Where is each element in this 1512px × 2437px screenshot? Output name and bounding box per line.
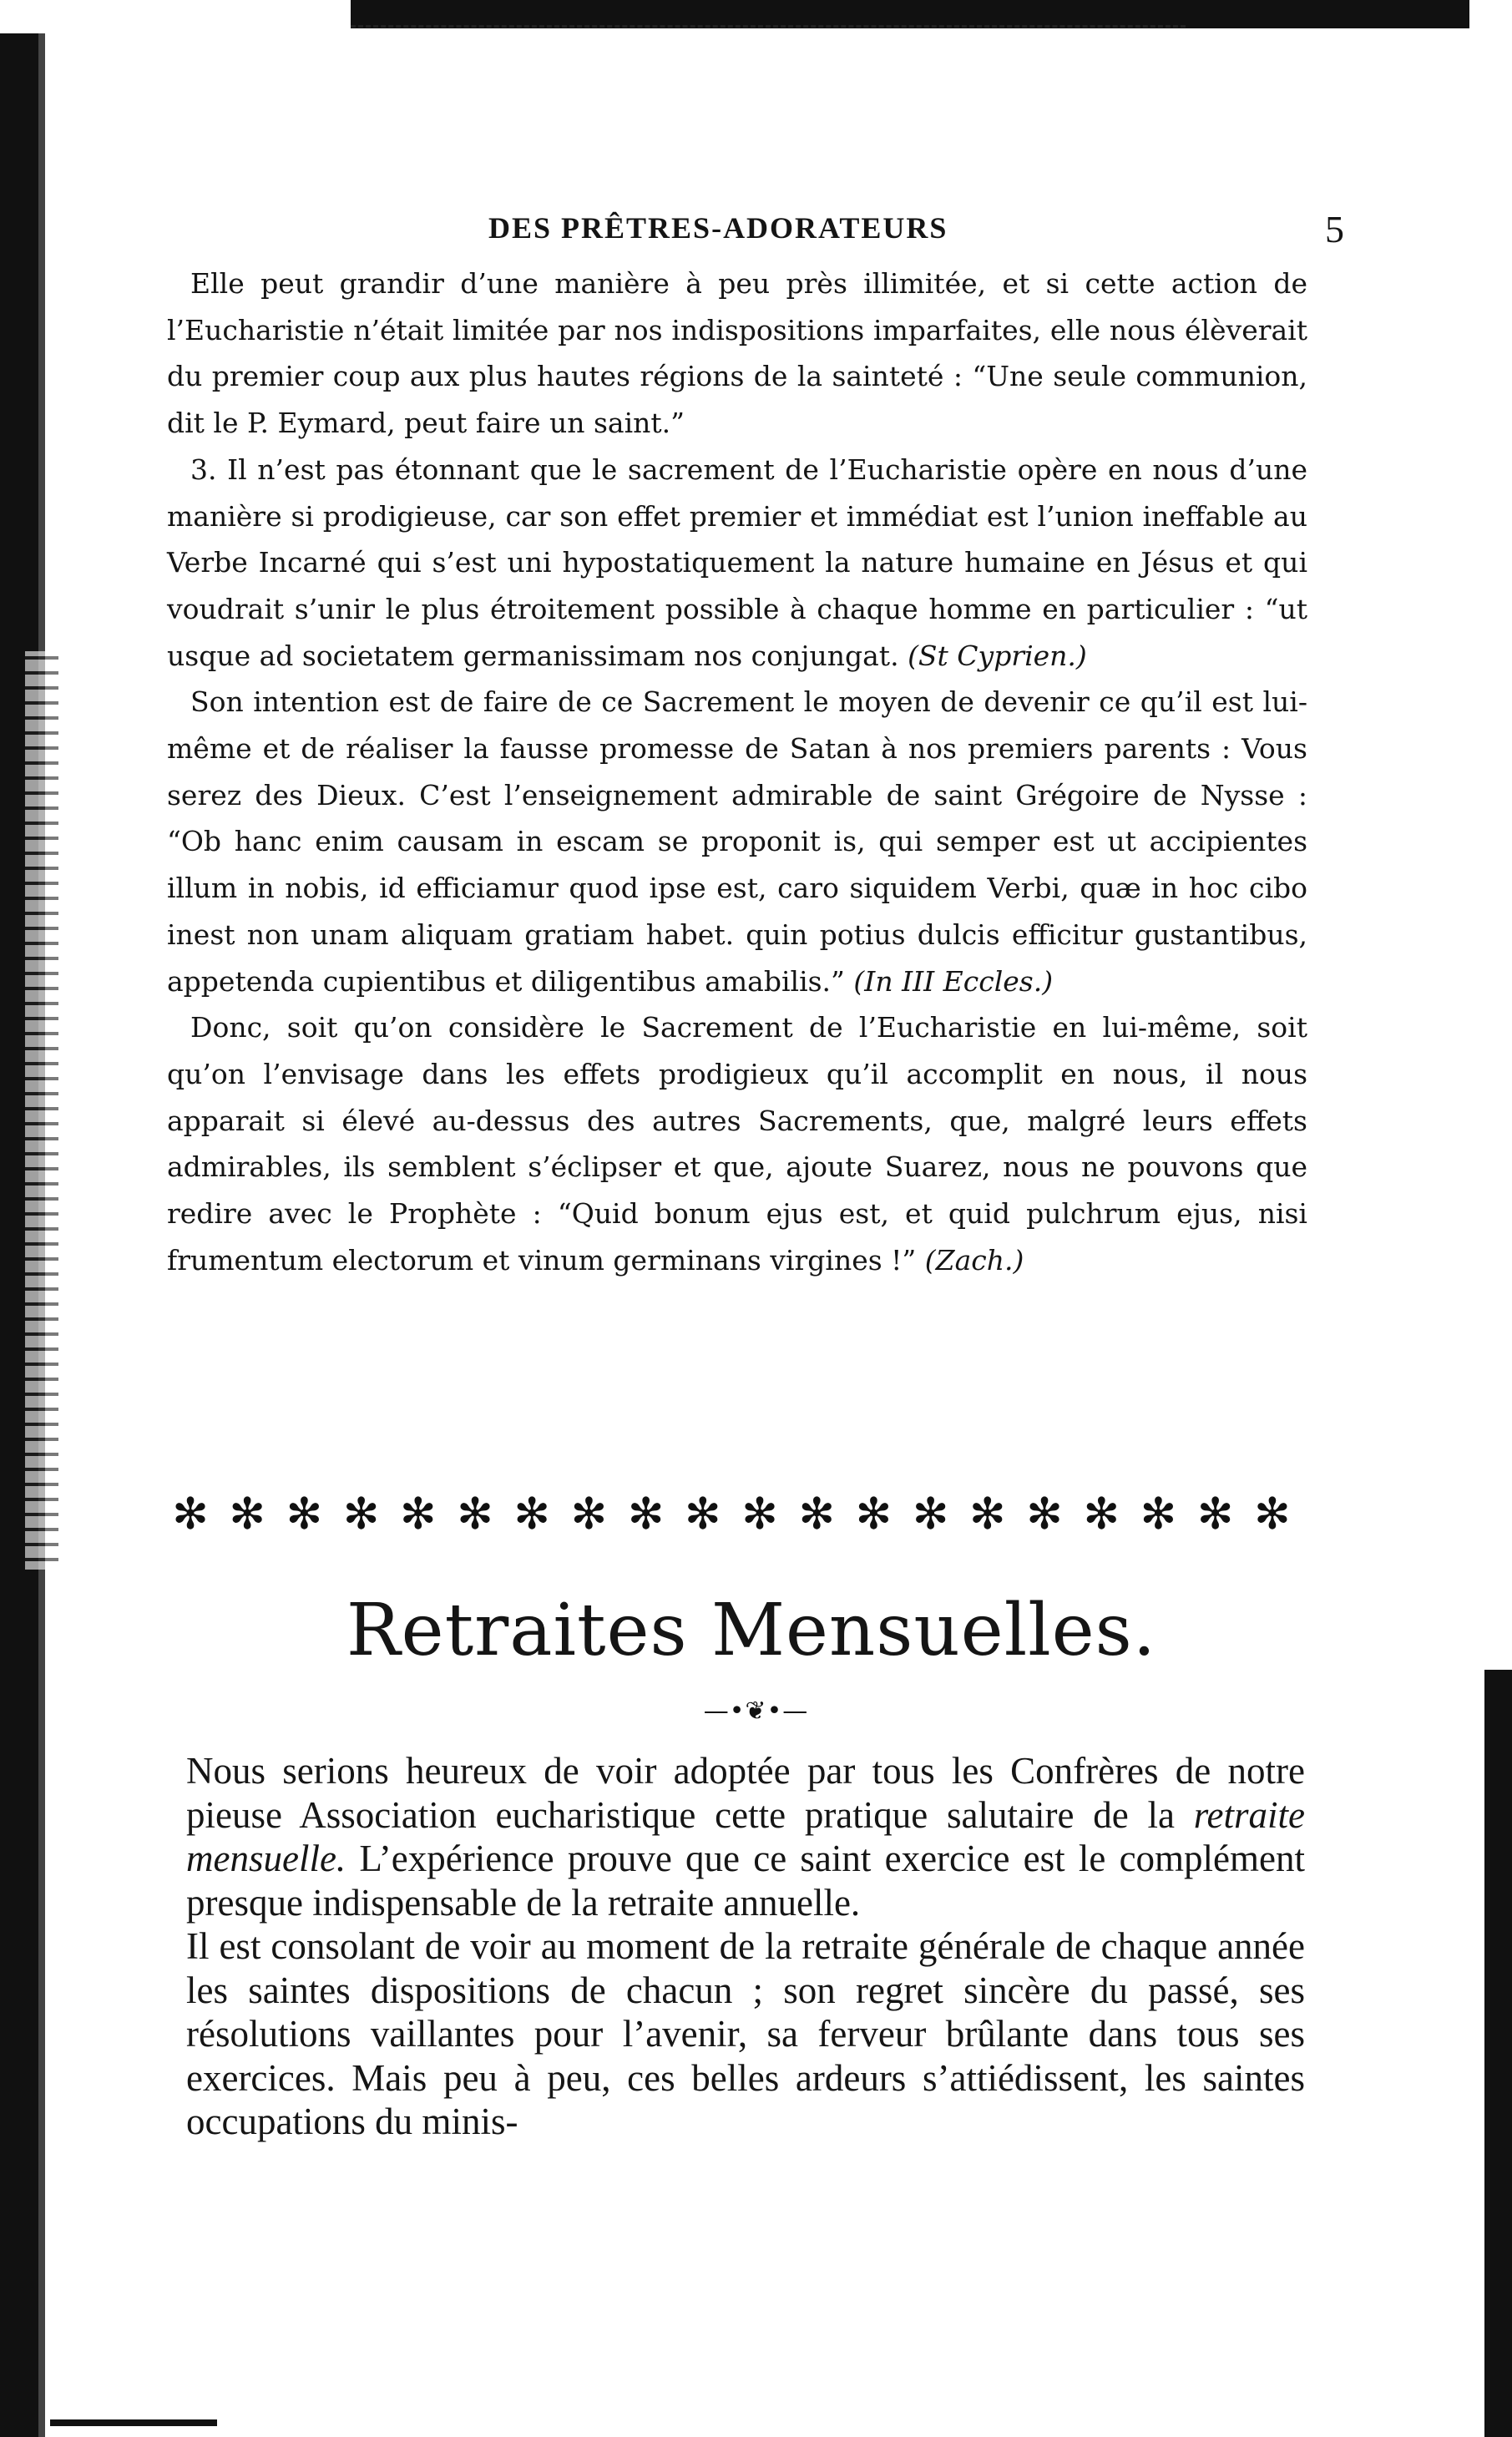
running-title: DES PRÊTRES-ADORATEURS — [488, 211, 948, 245]
retraites-paragraph-2-text: Il est consolant de voir au moment de la retraite générale de chaque année les saintes dispositions de chacun ; son regret sincère du passé, ses résolutions vaillantes pour l’avenir, sa ferveur brûlante dans tous ses exercices. Mais peu à peu, ces belles ardeurs s’attiédissent, les saintes occupations du minis- — [186, 1925, 1305, 2142]
ornament-divider — [164, 1491, 1299, 1538]
ornament-glyph: ✻ — [400, 1489, 437, 1540]
retraite-mensuelle-emphasis: retraite mensuelle. — [186, 1793, 1305, 1879]
ornament-glyph: ✻ — [969, 1489, 1006, 1540]
scan-artifact-streak — [25, 651, 58, 1570]
body-text — [167, 260, 1307, 1283]
ornament-glyph: ✻ — [286, 1489, 323, 1540]
ornament-glyph: ✻ — [798, 1489, 836, 1540]
retraites-text — [186, 1749, 1305, 2144]
scan-border-right — [1484, 1670, 1512, 2437]
paragraph-2-text: 3. Il n’est pas étonnant que le sacrement de l’Eucharistie opère en nous d’une manière si prodigieuse, car son effet premier et immédiat est l’union ineffable au Verbe Incarné qui s’est uni hypostatiquement la nature humaine en Jésus et qui voudrait s’unir le plus étroitement possible à chaque homme en particulier : “ut usque ad societatem germanissimam nos conjungat. — [167, 453, 1307, 672]
page-number: 5 — [1325, 208, 1344, 250]
ornament-glyph: ✻ — [685, 1489, 721, 1540]
ornament-glyph: ✻ — [741, 1489, 778, 1540]
paragraph-4-text: Donc, soit qu’on considère le Sacrement de l’Eucharistie en lui-même, soit qu’on l’envisage dans les effets prodigieux qu’il accomplit en nous, il nous apparait si élevé au-dessus des autres Sacrements, que, malgré leurs effets admirables, ils semblent s’éclipser et que, ajoute Suarez, nous ne pouvons que redire avec le Prophète : “Quid bonum ejus est, et quid pulchrum ejus, nisi frumentum electorum et vinum germinans virgines !” — [167, 1011, 1307, 1277]
ornament-glyph: ✻ — [570, 1489, 608, 1540]
retraites-paragraph-1 — [186, 1749, 1305, 1924]
ornament-glyph: ✻ — [1196, 1489, 1234, 1540]
paragraph-4 — [167, 1004, 1307, 1283]
paragraph-1-text: Elle peut grandir d’une manière à peu près illimitée, et si cette action de l’Eucharistie n’était limitée par nos indispositions imparfaites, elle nous élèverait du premier coup aux plus hautes régions de la sainteté : “Une seule communion, dit le P. Eymard, peut faire un saint.” — [167, 267, 1307, 440]
ornament-glyph: ✻ — [1083, 1489, 1120, 1540]
retraites-paragraph-1-text-b: L’expérience prouve que ce saint exercice est le complément presque indispensable de la retraite annuelle. — [186, 1838, 1306, 1924]
retraites-paragraph-1-text: Nous serions heureux de voir adoptée par tous les Confrères de notre pieuse Association eucharistique cette pratique salutaire de la — [186, 1750, 1305, 1836]
ornament-glyph: ✻ — [513, 1489, 550, 1540]
citation-cyprien: (St Cyprien.) — [908, 639, 1087, 672]
ornament-glyph: ✻ — [342, 1489, 380, 1540]
ornament-glyph: ✻ — [457, 1489, 493, 1540]
scan-border-top — [351, 0, 1469, 28]
scan-border-bottom — [50, 2419, 217, 2426]
retraites-paragraph-2 — [186, 1924, 1305, 2144]
heading-flourish: —•❦•— — [703, 1696, 809, 1726]
ornament-glyph: ✻ — [229, 1489, 265, 1540]
ornament-glyph: ✻ — [1140, 1489, 1177, 1540]
ornament-glyph: ✻ — [627, 1489, 665, 1540]
paragraph-3-text: Son intention est de faire de ce Sacrement le moyen de devenir ce qu’il est lui-même et de réaliser la fausse promesse de Satan à nos premiers parents : Vous serez des Dieux. C’est l’enseignement admirable de saint Grégoire de Nysse : “Ob hanc enim causam in escam se proponit is, qui semper est ut accipientes illum in nobis, id efficiamur quod ipse est, caro siquidem Verbi, quæ in hoc cibo inest non unam aliquam gratiam habet. quin potius dulcis efficitur gustantibus, appetenda cupientibus et diligentibus amabilis.” — [167, 685, 1307, 998]
paragraph-3 — [167, 679, 1307, 1004]
paragraph-1 — [167, 260, 1307, 447]
citation-eccles: (In III Eccles.) — [853, 964, 1054, 998]
scan-border-dash — [351, 25, 1186, 28]
ornament-glyph: ✻ — [1254, 1489, 1291, 1540]
ornament-glyph: ✻ — [1026, 1489, 1063, 1540]
ornament-glyph: ✻ — [912, 1489, 949, 1540]
citation-zach: (Zach.) — [924, 1243, 1024, 1277]
page-header — [134, 208, 1344, 260]
section-heading: Retraites Mensuelles. — [346, 1589, 1157, 1672]
ornament-glyph: ✻ — [855, 1489, 893, 1540]
paragraph-2 — [167, 447, 1307, 680]
ornament-glyph: ✻ — [172, 1489, 209, 1540]
